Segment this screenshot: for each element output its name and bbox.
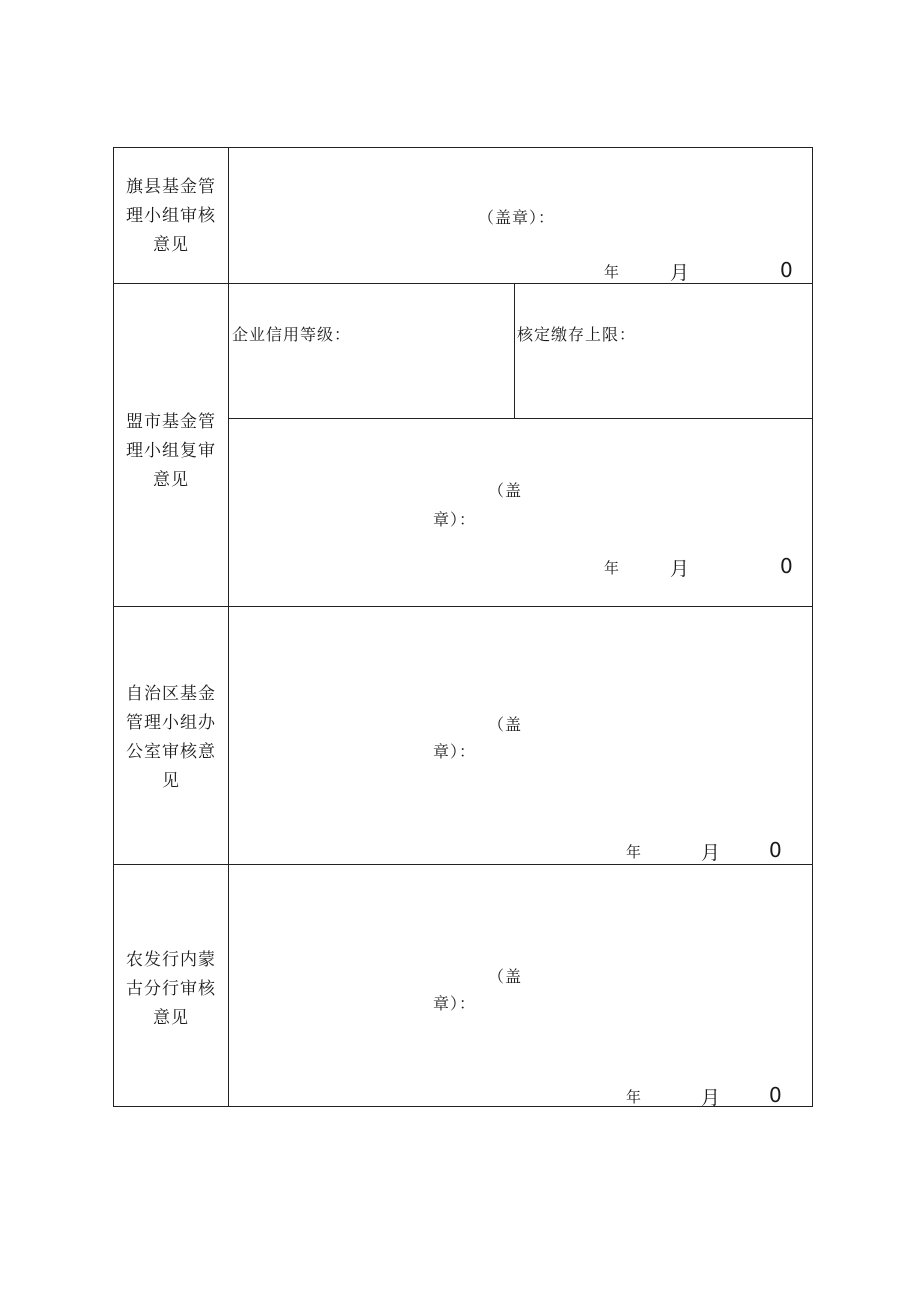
month-label: 月 bbox=[701, 842, 722, 864]
seal-text: （盖章）： bbox=[478, 208, 556, 227]
section-label-league: 盟市基金管 理小组复审 意见 bbox=[126, 412, 216, 490]
row-divider bbox=[113, 283, 813, 284]
day-value: 0 bbox=[769, 838, 783, 862]
year-label: 年 bbox=[604, 559, 621, 577]
seal-text-line2: 章）： bbox=[433, 994, 477, 1013]
inner-column-divider bbox=[514, 283, 515, 418]
seal-text-line1: （盖 bbox=[488, 715, 523, 734]
month-label: 月 bbox=[670, 558, 691, 580]
year-label: 年 bbox=[626, 843, 643, 861]
credit-rating-label: 企业信用等级： bbox=[232, 325, 352, 344]
seal-text-line1: （盖 bbox=[488, 481, 523, 500]
seal-text-line1: （盖 bbox=[488, 967, 523, 986]
deposit-limit-label: 核定缴存上限： bbox=[517, 325, 637, 344]
day-value: 0 bbox=[780, 258, 794, 282]
seal-text-line2: 章）： bbox=[433, 742, 477, 761]
section-label-bank: 农发行内蒙 古分行审核 意见 bbox=[126, 950, 216, 1028]
month-label: 月 bbox=[670, 262, 691, 284]
seal-text-line2: 章）： bbox=[433, 510, 477, 529]
row-divider bbox=[113, 606, 813, 607]
year-label: 年 bbox=[626, 1088, 643, 1106]
day-value: 0 bbox=[769, 1083, 783, 1107]
section-label-region: 自治区基金 管理小组办 公室审核意 见 bbox=[126, 684, 216, 791]
inner-row-divider bbox=[229, 418, 813, 419]
day-value: 0 bbox=[780, 554, 794, 578]
section-label-county: 旗县基金管 理小组审核 意见 bbox=[126, 177, 216, 255]
month-label: 月 bbox=[701, 1087, 722, 1109]
year-label: 年 bbox=[604, 263, 621, 281]
